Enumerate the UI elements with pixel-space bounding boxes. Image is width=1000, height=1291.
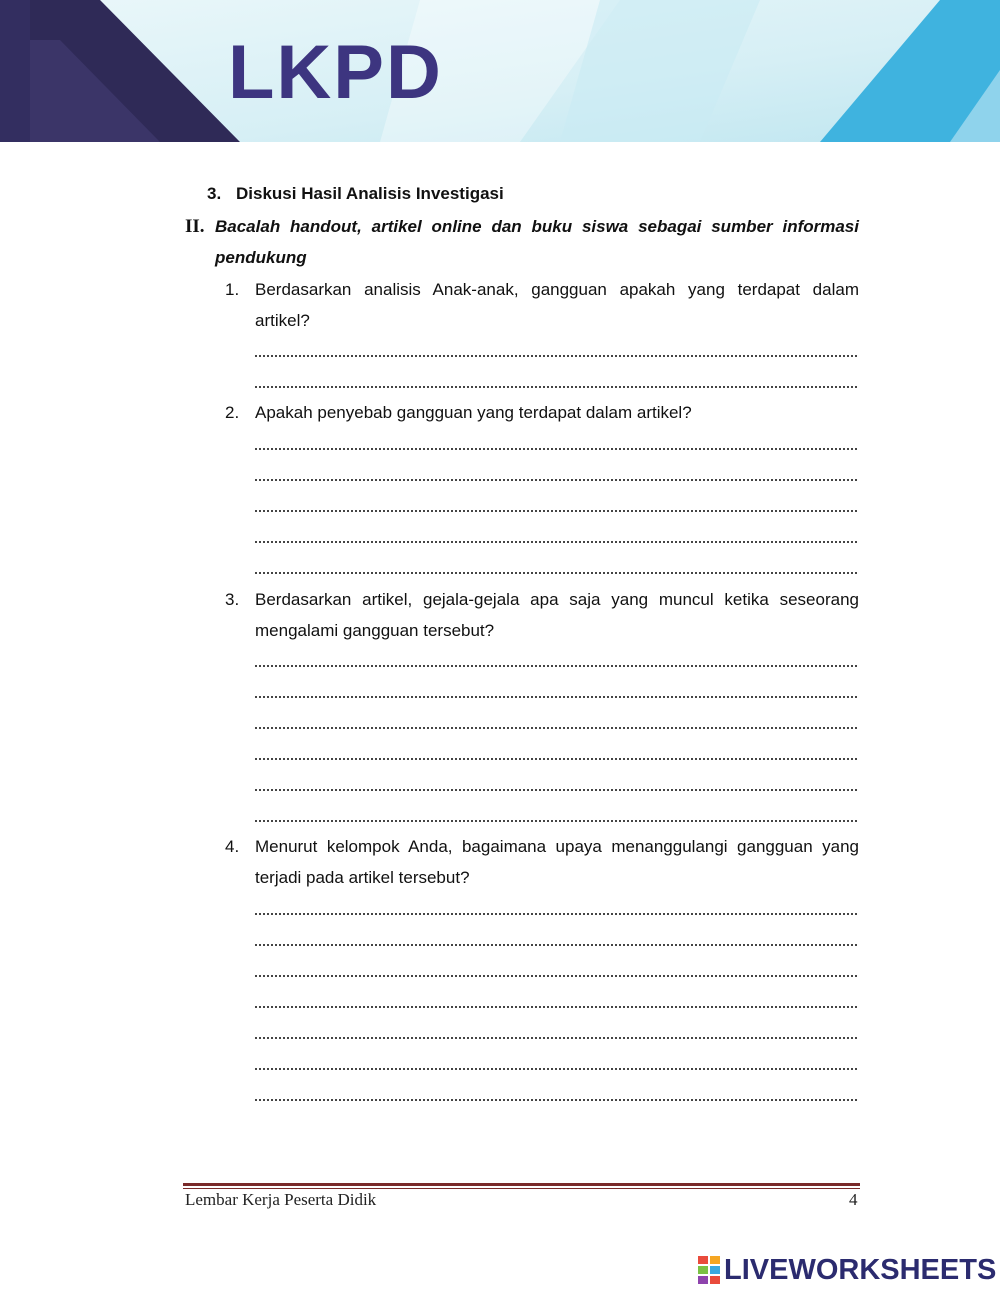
answer-line-3-2[interactable] [255, 694, 857, 698]
liveworksheets-logo-icon [697, 1253, 723, 1285]
question-3-text: Berdasarkan artikel, gejala-gejala apa saja yang muncul ketika seseorang [255, 590, 859, 609]
answer-line-3-5[interactable] [255, 787, 857, 791]
question-4-text-cont: terjadi pada artikel tersebut? [255, 868, 470, 887]
instruction-line-2: pendukung [215, 248, 307, 267]
answer-line-3-1[interactable] [255, 663, 857, 667]
answer-line-2-2[interactable] [255, 477, 857, 481]
answer-line-2-5[interactable] [255, 570, 857, 574]
answer-line-4-2[interactable] [255, 942, 857, 946]
question-1-number: 1. [225, 280, 240, 299]
question-2-number: 2. [225, 403, 240, 422]
question-2-text: Apakah penyebab gangguan yang terdapat dalam artikel? [255, 403, 692, 422]
answer-line-1-2[interactable] [255, 384, 857, 388]
question-1-text-cont: artikel? [255, 311, 310, 330]
answer-line-4-3[interactable] [255, 973, 857, 977]
question-1-text: Berdasarkan analisis Anak-anak, gangguan apakah yang terdapat dalam [255, 280, 859, 299]
answer-line-4-4[interactable] [255, 1004, 857, 1008]
question-3-text-cont: mengalami gangguan tersebut? [255, 621, 495, 640]
question-4-number: 4. [225, 837, 240, 856]
answer-line-2-1[interactable] [255, 446, 857, 450]
answer-line-2-3[interactable] [255, 508, 857, 512]
answer-line-2-4[interactable] [255, 539, 857, 543]
footer-rule-thin [183, 1188, 860, 1189]
question-4-text: Menurut kelompok Anda, bagaimana upaya menanggulangi gangguan yang [255, 837, 859, 856]
item3-number: 3. [207, 184, 222, 203]
question-3-number: 3. [225, 590, 240, 609]
header-background [0, 0, 1000, 142]
footer-title: Lembar Kerja Peserta Didik [185, 1190, 377, 1209]
answer-line-1-1[interactable] [255, 353, 857, 357]
answer-line-4-6[interactable] [255, 1066, 857, 1070]
roman-numeral: II. [185, 216, 205, 237]
item3-title: Diskusi Hasil Analisis Investigasi [236, 184, 504, 203]
lkpd-logo: LKPD [228, 30, 443, 115]
answer-line-3-3[interactable] [255, 725, 857, 729]
answer-line-4-1[interactable] [255, 911, 857, 915]
liveworksheets-brand: LIVEWORKSHEETS [724, 1254, 997, 1286]
header-banner [0, 0, 1000, 142]
answer-line-3-4[interactable] [255, 756, 857, 760]
instruction-line-1: Bacalah handout, artikel online dan buku siswa sebagai sumber informasi [215, 217, 859, 236]
answer-line-3-6[interactable] [255, 818, 857, 822]
page-number: 4 [849, 1190, 858, 1209]
footer-rule-thick [183, 1183, 860, 1186]
answer-line-4-5[interactable] [255, 1035, 857, 1039]
answer-line-4-7[interactable] [255, 1097, 857, 1101]
